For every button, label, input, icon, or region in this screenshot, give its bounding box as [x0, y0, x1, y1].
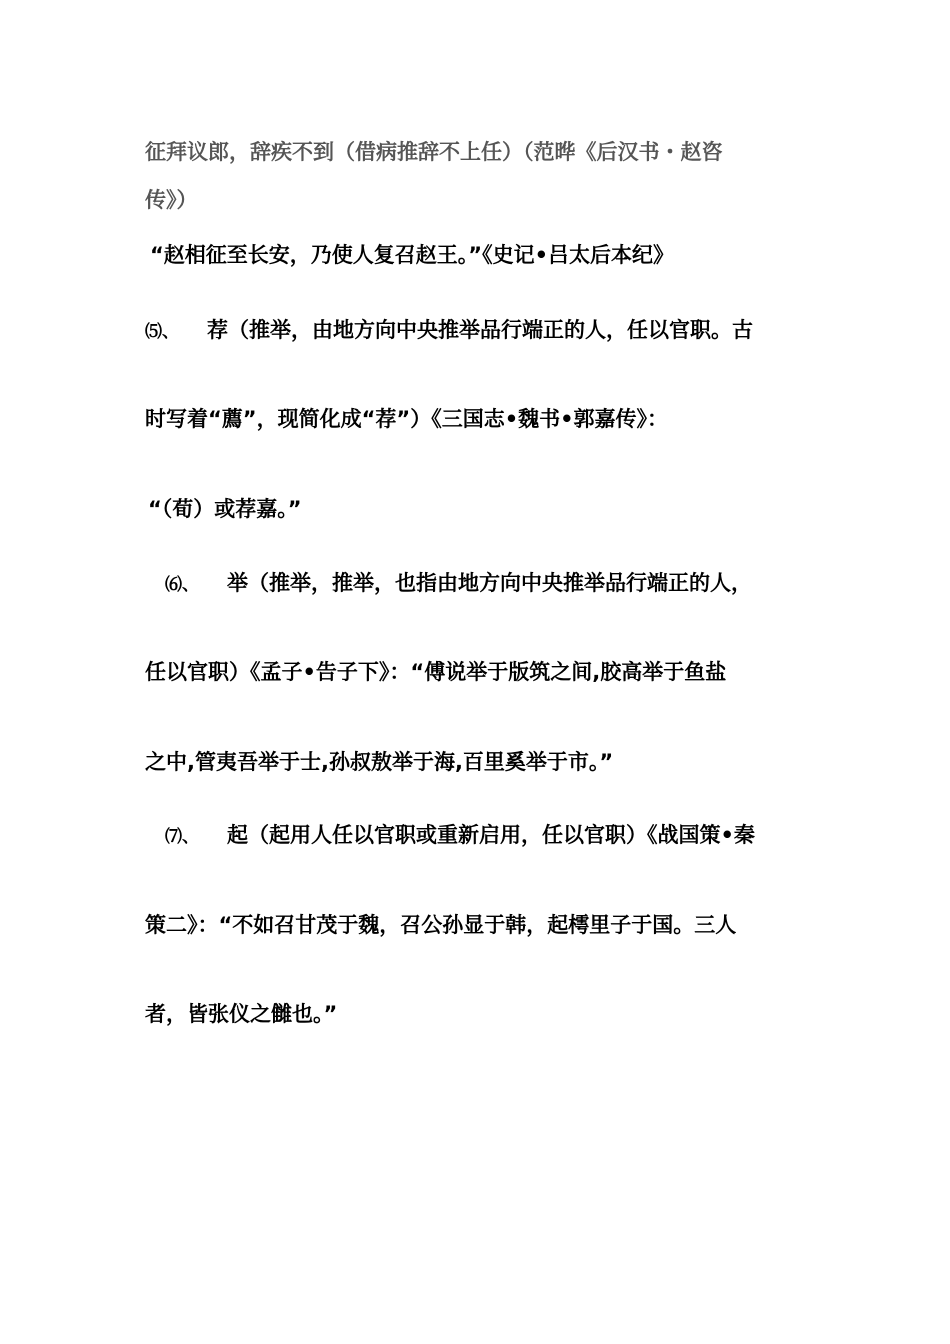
line-text: 举（推举，推举，也指由地方向中央推举品行端正的人，	[227, 571, 752, 595]
list-item-6	[165, 569, 752, 599]
line-text: 征拜议郎，辞疾不到（借病推辞不上任）（范晔《后汉书・赵咨	[145, 140, 723, 164]
text-line-11	[145, 911, 736, 939]
text-line-3	[150, 241, 674, 269]
line-text: 荐（推举，由地方向中央推举品行端正的人，任以官职。古	[207, 318, 753, 342]
list-item-5	[145, 316, 753, 346]
text-line-12	[145, 1000, 337, 1028]
line-text: 起（起用人任以官职或重新启用，任以官职）《战国策•秦	[227, 823, 755, 847]
text-line-2	[145, 186, 198, 214]
text-line-1	[145, 138, 723, 166]
item-number: ⑺、	[165, 827, 199, 847]
item-number: ⑹、	[165, 575, 199, 595]
line-text: 任以官职）《孟子•告子下》：“傅说举于版筑之间,胶高举于鱼盐	[145, 660, 727, 684]
line-text: 时写着“薦”，现简化成“荐”）《三国志•魏书•郭嘉传》：	[145, 407, 669, 431]
text-line-9	[145, 748, 613, 776]
line-text: 传》）	[145, 188, 198, 212]
line-text: 之中,管夷吾举于士,孙叔敖举于海,百里奚举于市。”	[145, 750, 614, 774]
text-line-8	[145, 658, 726, 686]
text-line-5	[145, 405, 668, 433]
text-line-6	[148, 495, 302, 523]
line-text: 者，皆张仪之雠也。”	[145, 1002, 338, 1026]
item-number: ⑸、	[145, 322, 179, 342]
line-text: “（荀）或荐嘉。”	[148, 497, 302, 521]
list-item-7	[165, 821, 755, 851]
line-text: “赵相征至长安，乃使人复召赵王。”《史记•吕太后本纪》	[150, 243, 675, 267]
line-text: 策二》：“不如召甘茂于魏，召公孙显于韩，起樗里子于国。三人	[145, 913, 737, 937]
